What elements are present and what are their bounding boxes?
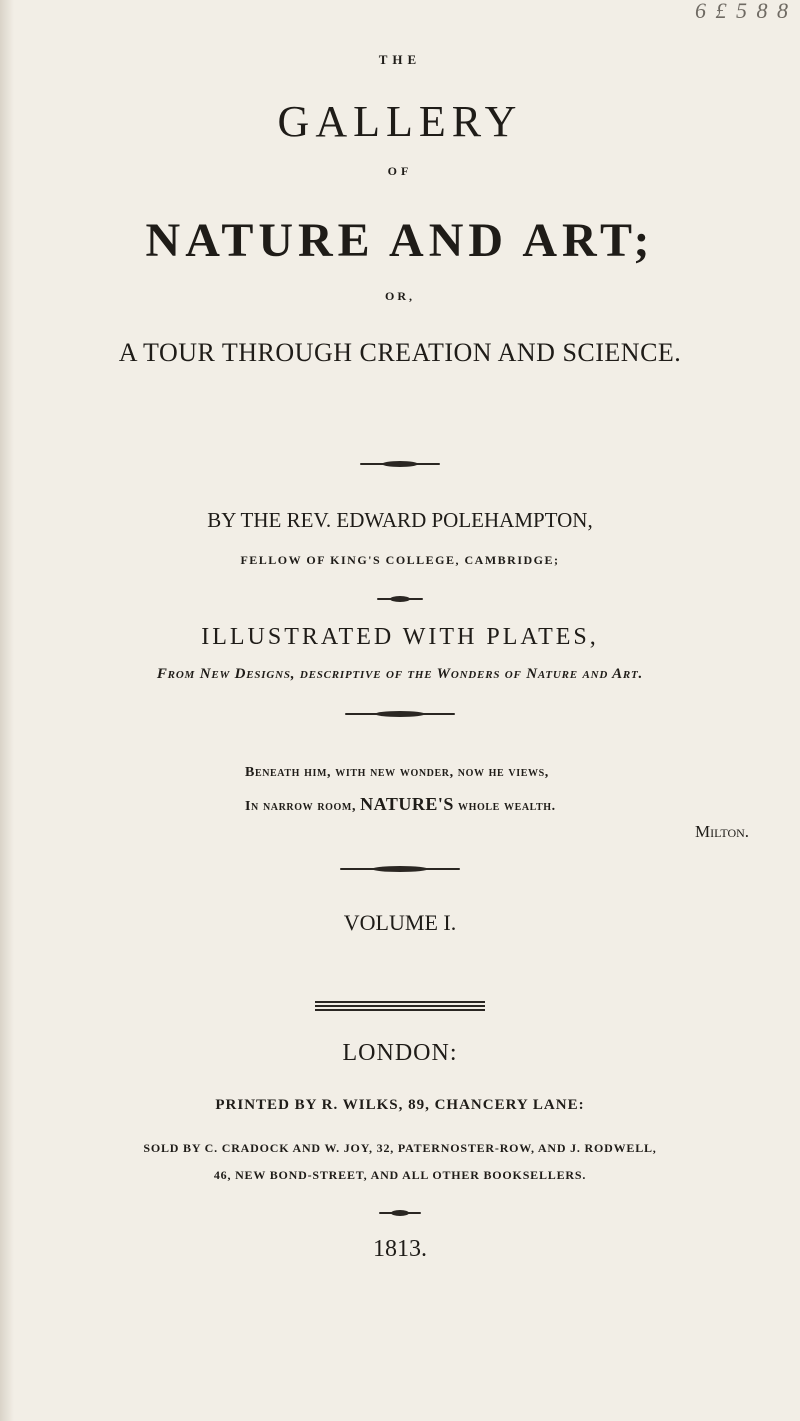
- publication-year: 1813.: [373, 1236, 427, 1262]
- shelfmark-handwriting: 6 £ 5 8 8: [695, 0, 790, 23]
- imprint-printer: PRINTED BY R. WILKS, 89, CHANCERY LANE:: [215, 1097, 585, 1113]
- ornamental-rule-3: [345, 713, 455, 715]
- subtitle: A TOUR THROUGH CREATION AND SCIENCE.: [118, 338, 682, 367]
- ornamental-rule-5: [379, 1212, 421, 1214]
- illustrations-heading: ILLUSTRATED WITH PLATES,: [201, 624, 599, 650]
- imprint-sellers-line-1: SOLD BY C. CRADOCK AND W. JOY, 32, PATERNOSTER-ROW, AND J. RODWELL,: [143, 1141, 657, 1155]
- title-of: OF: [387, 164, 413, 178]
- ornamental-rule-2: [377, 598, 423, 600]
- epigraph-line-1: Beneath him, with new wonder, now he views,: [245, 765, 549, 780]
- title-gallery: GALLERY: [277, 97, 523, 146]
- ornamental-rule-1: [360, 463, 440, 465]
- title-main: NATURE AND ART;: [145, 214, 655, 267]
- epigraph-emphasis: NATURE'S: [360, 794, 454, 814]
- epigraph-attribution: Milton.: [695, 822, 750, 841]
- illustrations-description: From New Designs, descriptive of the Wonders of Nature and Art.: [156, 666, 644, 682]
- author-fellowship: FELLOW OF KING'S COLLEGE, CAMBRIDGE;: [240, 553, 560, 567]
- imprint-sellers-line-2: 46, NEW BOND-STREET, AND ALL OTHER BOOKSELLERS.: [213, 1168, 587, 1182]
- ornamental-rule-4: [340, 868, 460, 870]
- epigraph-line-2-start: In narrow room,: [245, 799, 357, 814]
- author-name: BY THE REV. EDWARD POLEHAMPTON,: [207, 508, 593, 532]
- volume-number: VOLUME I.: [343, 910, 457, 935]
- epigraph-line-2: [245, 794, 556, 815]
- title-or: OR,: [385, 289, 415, 303]
- title-the: THE: [378, 52, 422, 67]
- double-rule: [315, 1001, 485, 1013]
- imprint-city: LONDON:: [342, 1040, 458, 1066]
- epigraph-line-2-end: whole wealth.: [457, 799, 556, 814]
